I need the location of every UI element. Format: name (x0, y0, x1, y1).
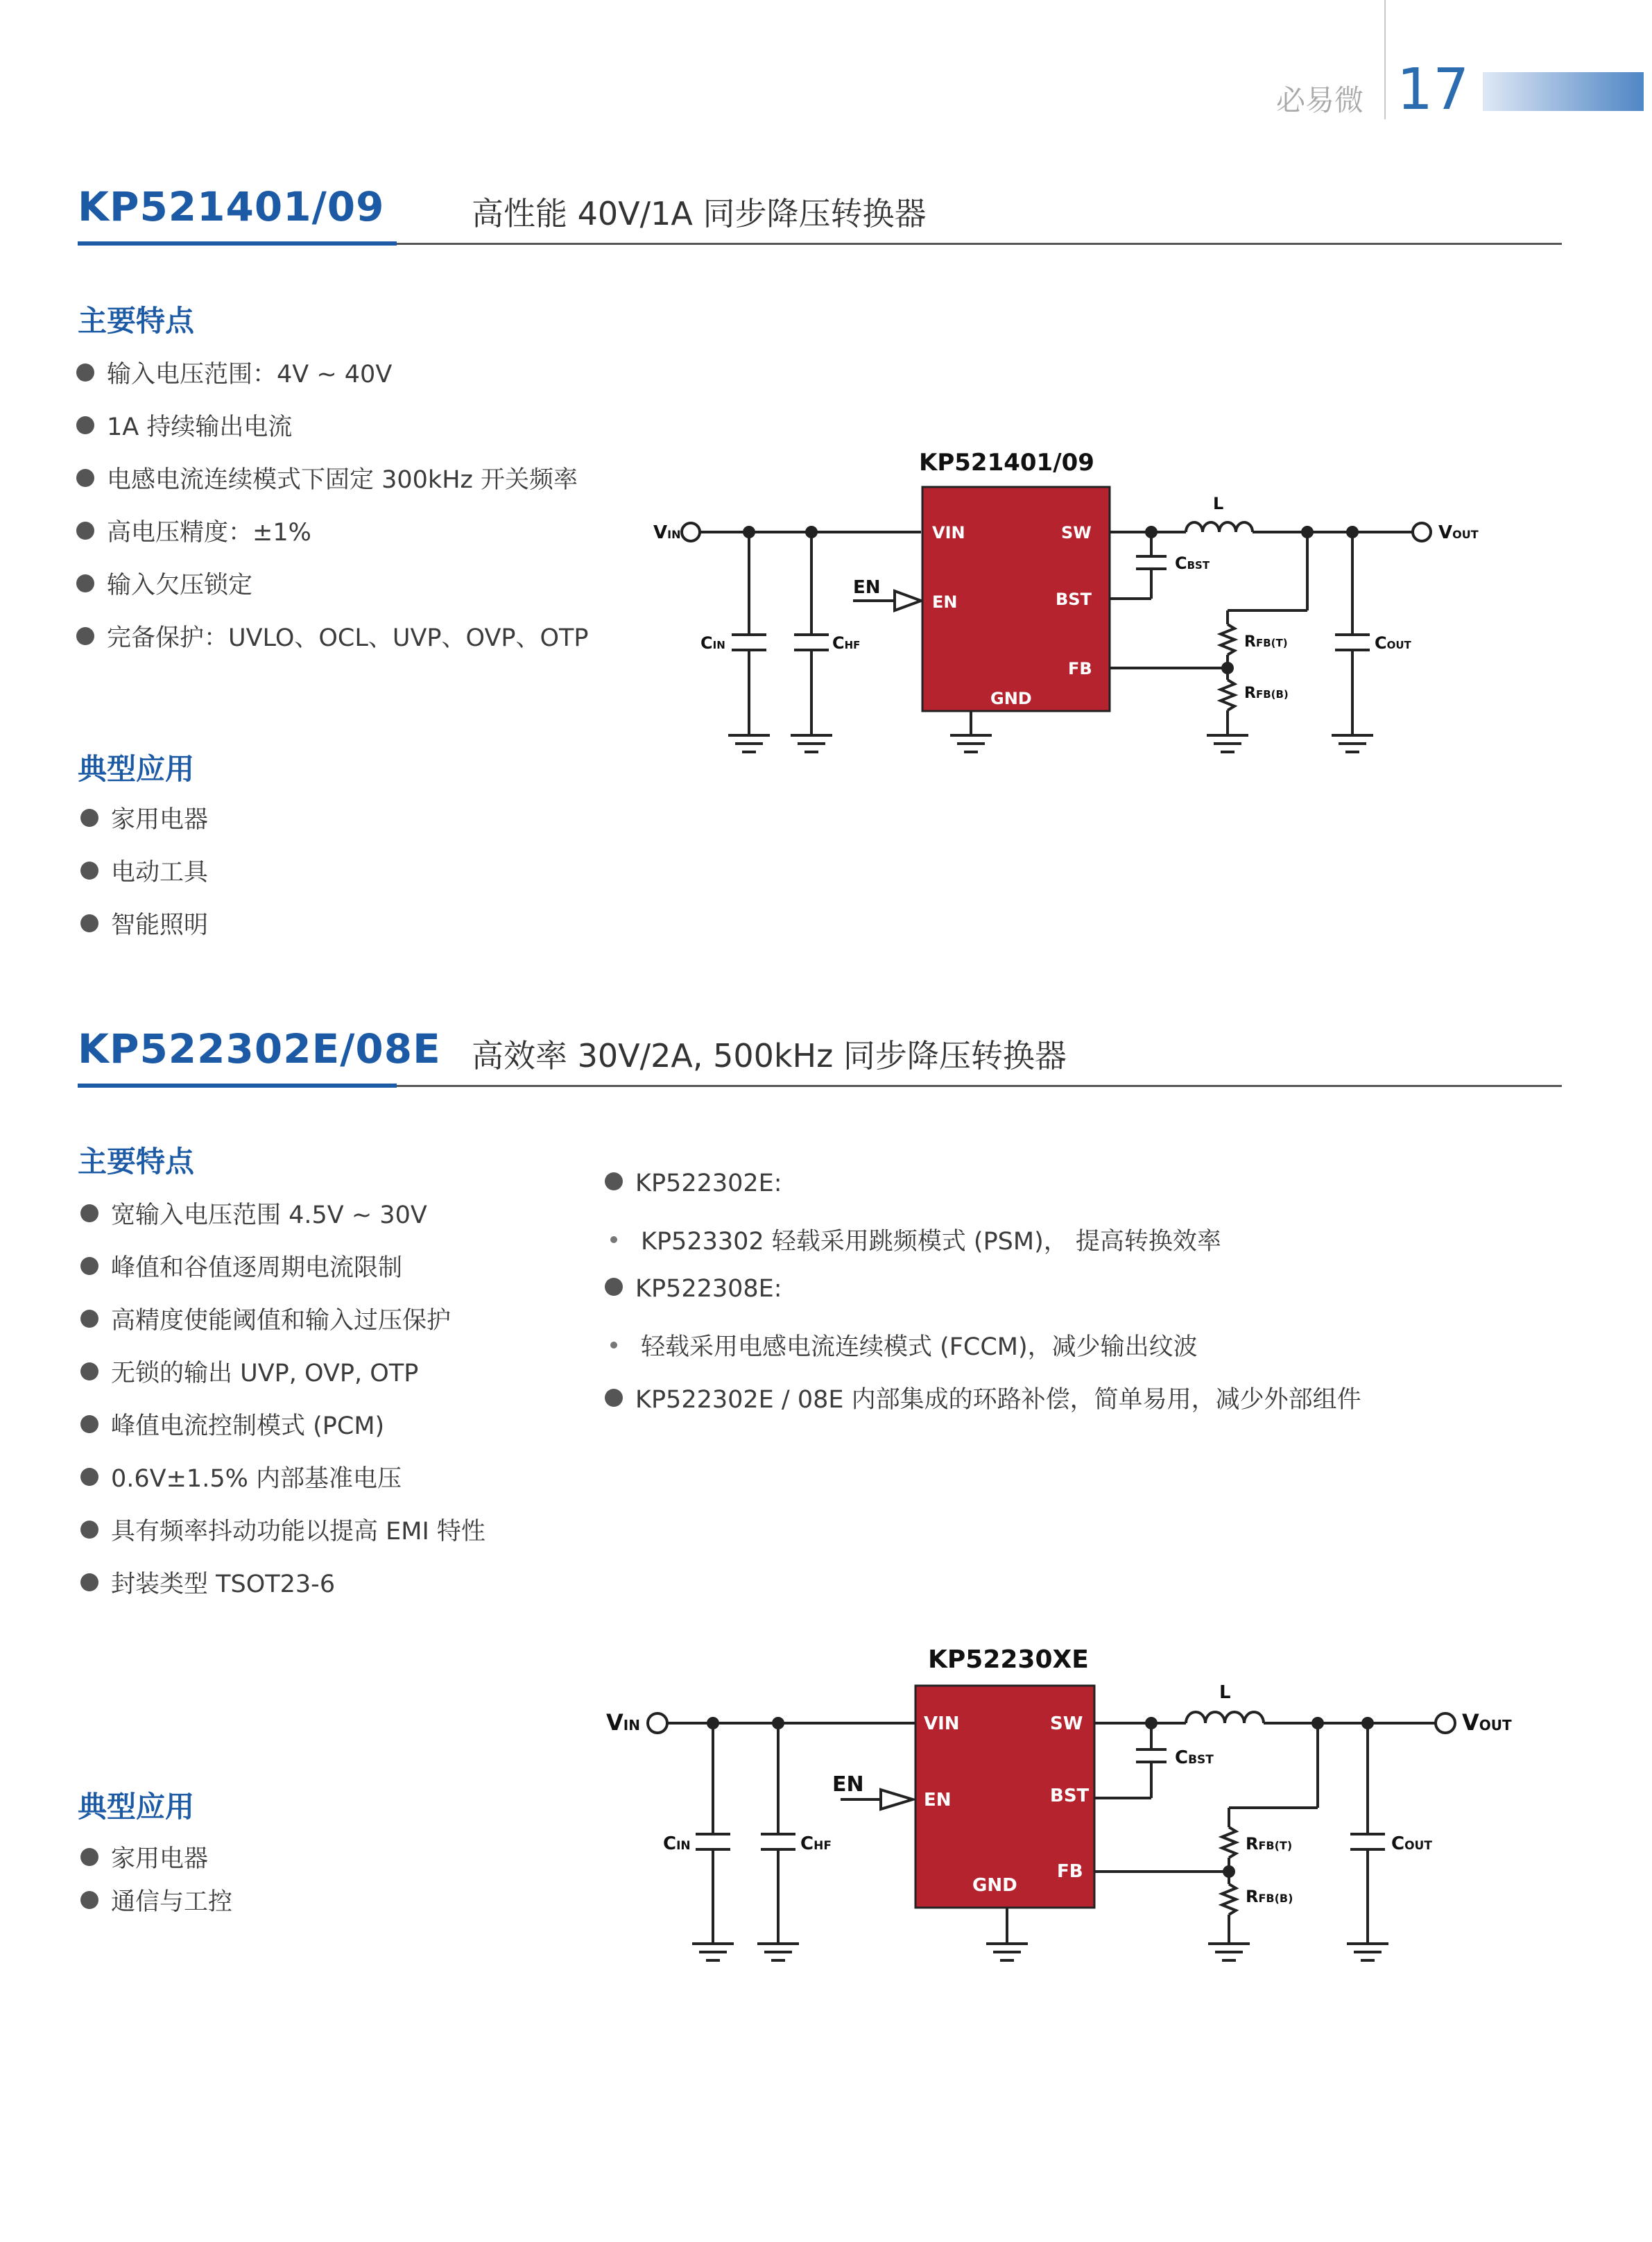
svg-text:CHF: CHF (800, 1833, 832, 1854)
bullet-icon (605, 1389, 623, 1407)
feature-item: 完备保护：UVLO、OCL、UVP、OVP、OTP (76, 619, 589, 653)
circuit2-diagram (596, 1637, 1512, 1998)
header-divider (1384, 0, 1386, 119)
app-item: 家用电器 (80, 1840, 208, 1874)
svg-text:COUT: COUT (1391, 1833, 1432, 1854)
sub-bullet-icon (610, 1236, 617, 1243)
svg-text:GND: GND (990, 689, 1032, 708)
svg-text:RFB(B): RFB(B) (1246, 1887, 1293, 1906)
note-sub: 轻载采用电感电流连续模式 (FCCM)，减少输出纹波 (605, 1328, 1198, 1362)
svg-text:COUT: COUT (1375, 633, 1411, 653)
svg-text:EN: EN (853, 577, 881, 598)
feature-item: 具有频率抖动功能以提高 EMI 特性 (80, 1512, 485, 1547)
svg-text:FB: FB (1057, 1861, 1083, 1882)
bullet-icon (80, 914, 98, 932)
note-head: KP522308E: (605, 1275, 782, 1303)
section1-features-title: 主要特点 (78, 304, 195, 338)
bullet-icon (80, 1415, 98, 1433)
svg-text:EN: EN (832, 1772, 864, 1797)
bullet-icon (605, 1172, 623, 1190)
note-item: KP522302E / 08E 内部集成的环路补偿，简单易用，减少外部组件 (605, 1380, 1361, 1415)
svg-text:VIN: VIN (932, 523, 965, 542)
bullet-icon (76, 363, 94, 382)
section2-apps-title: 典型应用 (78, 1790, 195, 1824)
section2-subtitle: 高效率 30V/2A, 500kHz 同步降压转换器 (472, 1037, 1067, 1075)
svg-text:KP52230XE: KP52230XE (928, 1645, 1089, 1674)
note-head: KP522302E: (605, 1170, 782, 1197)
svg-text:RFB(B): RFB(B) (1244, 685, 1289, 702)
feature-item: 高精度使能阈值和输入过压保护 (80, 1301, 451, 1336)
feature-item: 高电压精度：±1% (76, 513, 311, 548)
header-gradient-bar (1483, 72, 1644, 111)
bullet-icon (76, 416, 94, 434)
bullet-icon (605, 1278, 623, 1296)
feature-item: 封装类型 TSOT23-6 (80, 1565, 335, 1600)
app-item: 通信与工控 (80, 1883, 232, 1917)
bullet-icon (80, 1310, 98, 1328)
bullet-icon (80, 1573, 98, 1591)
svg-text:BST: BST (1056, 590, 1092, 609)
feature-item: 0.6V±1.5% 内部基准电压 (80, 1460, 402, 1494)
section1-apps-title: 典型应用 (78, 752, 195, 786)
feature-item: 无锁的输出 UVP, OVP, OTP (80, 1354, 418, 1389)
feature-item: 输入欠压锁定 (76, 566, 252, 601)
svg-text:GND: GND (972, 1875, 1017, 1896)
feature-item: 峰值电流控制模式 (PCM) (80, 1407, 384, 1441)
svg-text:VOUT: VOUT (1438, 522, 1479, 543)
feature-item: 电感电流连续模式下固定 300kHz 开关频率 (76, 461, 578, 495)
svg-text:BST: BST (1050, 1786, 1090, 1806)
bullet-icon (80, 1848, 98, 1866)
bullet-icon (80, 1468, 98, 1486)
svg-text:CIN: CIN (700, 633, 725, 653)
svg-text:FB: FB (1068, 659, 1092, 678)
page-number: 17 (1397, 57, 1470, 123)
svg-text:L: L (1213, 494, 1224, 513)
app-item: 智能照明 (80, 906, 208, 941)
bullet-icon (80, 1891, 98, 1909)
bullet-icon (80, 862, 98, 880)
bullet-icon (76, 522, 94, 540)
sub-bullet-icon (610, 1342, 617, 1349)
svg-text:VIN: VIN (606, 1709, 640, 1736)
svg-text:VIN: VIN (924, 1713, 960, 1734)
svg-text:RFB(T): RFB(T) (1244, 633, 1288, 651)
section1-subtitle: 高性能 40V/1A 同步降压转换器 (472, 195, 927, 232)
bullet-icon (80, 809, 98, 827)
feature-item: 宽输入电压范围 4.5V ~ 30V (80, 1196, 427, 1231)
svg-text:CHF: CHF (832, 633, 861, 653)
svg-text:EN: EN (932, 592, 958, 612)
section2-part-number: KP522302E/08E (78, 1025, 441, 1072)
svg-text:KP521401/09: KP521401/09 (919, 449, 1094, 477)
svg-text:CIN: CIN (663, 1833, 691, 1854)
svg-text:CBST: CBST (1175, 1747, 1214, 1768)
feature-item: 峰值和谷值逐周期电流限制 (80, 1249, 402, 1283)
svg-text:L: L (1219, 1682, 1231, 1703)
section1-rule-accent (78, 241, 397, 246)
note-sub: KP523302 轻载采用跳频模式 (PSM)， 提高转换效率 (605, 1222, 1221, 1257)
bullet-icon (76, 574, 94, 592)
svg-text:CBST: CBST (1175, 554, 1210, 573)
bullet-icon (76, 469, 94, 487)
bullet-icon (80, 1521, 98, 1539)
svg-text:EN: EN (924, 1790, 952, 1811)
svg-text:SW: SW (1050, 1713, 1083, 1734)
svg-text:SW: SW (1061, 523, 1092, 542)
bullet-icon (80, 1204, 98, 1222)
bullet-icon (80, 1362, 98, 1380)
feature-item: 1A 持续输出电流 (76, 408, 292, 443)
svg-text:VOUT: VOUT (1462, 1709, 1512, 1736)
app-item: 电动工具 (80, 853, 208, 888)
section2-features-title: 主要特点 (78, 1145, 195, 1179)
app-item: 家用电器 (80, 801, 208, 835)
brand-name: 必易微 (1276, 83, 1364, 117)
section2-rule-accent (78, 1084, 397, 1088)
svg-text:VIN: VIN (653, 522, 681, 543)
bullet-icon (80, 1257, 98, 1275)
svg-text:RFB(T): RFB(T) (1246, 1834, 1293, 1854)
bullet-icon (76, 627, 94, 645)
section1-part-number: KP521401/09 (78, 183, 385, 230)
feature-item: 输入电压范围：4V ~ 40V (76, 355, 392, 390)
circuit1-diagram (638, 437, 1498, 770)
